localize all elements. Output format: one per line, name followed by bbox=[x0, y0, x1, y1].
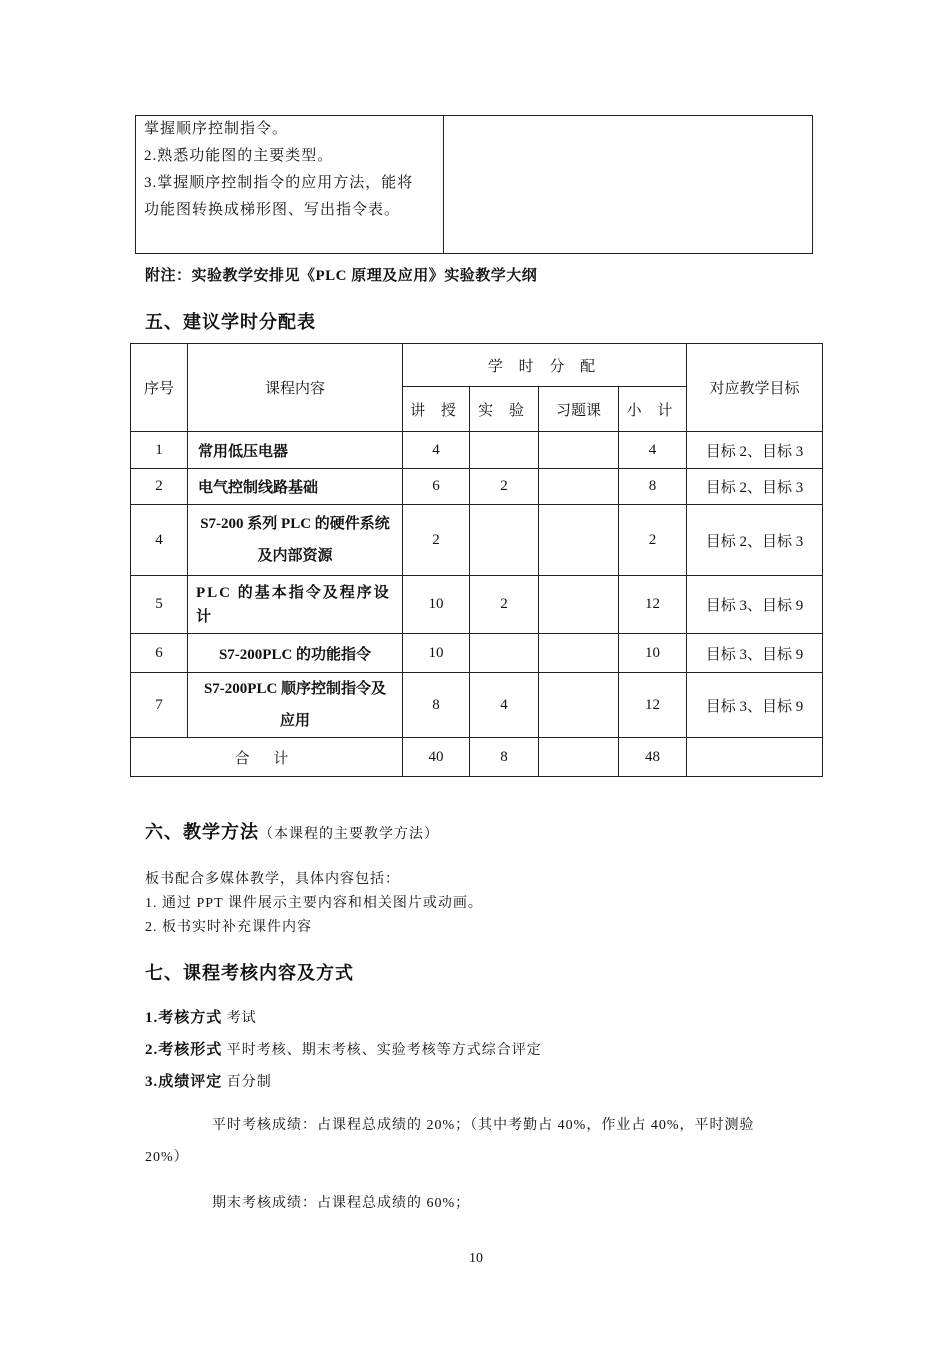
cell-seq: 5 bbox=[131, 576, 188, 634]
exam-form-key: 2.考核形式 bbox=[145, 1042, 223, 1058]
header-hours: 学 时 分 配 bbox=[403, 344, 687, 387]
cell-subtotal: 12 bbox=[619, 576, 687, 634]
header-goal: 对应教学目标 bbox=[687, 344, 823, 432]
section6-item-1: 1. 通过 PPT 课件展示主要内容和相关图片或动画。 bbox=[145, 896, 483, 911]
cell-seq: 2 bbox=[131, 469, 188, 505]
cell-exercise bbox=[539, 673, 619, 738]
cell-lecture: 8 bbox=[403, 673, 470, 738]
header-lecture: 讲 授 bbox=[403, 387, 470, 432]
cell-exercise bbox=[539, 432, 619, 469]
table-row bbox=[131, 432, 823, 469]
cell-lecture: 10 bbox=[403, 634, 470, 673]
total-goal bbox=[687, 738, 823, 777]
exam-form-value: 平时考核、期末考核、实验考核等方式综合评定 bbox=[226, 1043, 542, 1058]
section6-subtitle: （本课程的主要教学方法） bbox=[259, 827, 439, 842]
cell-exercise bbox=[539, 634, 619, 673]
header-lab: 实 验 bbox=[470, 387, 539, 432]
exam-method-value: 考试 bbox=[226, 1011, 257, 1026]
header-content: 课程内容 bbox=[188, 344, 403, 432]
header-seq: 序号 bbox=[131, 344, 188, 432]
usual-score-line2: 20%） bbox=[145, 1150, 189, 1165]
total-subtotal: 48 bbox=[619, 738, 687, 777]
cell-goal: 目标 3、目标 9 bbox=[687, 576, 823, 634]
grading bbox=[145, 1070, 272, 1091]
grading-value: 百分制 bbox=[226, 1075, 272, 1090]
cell-content: S7-200 系列 PLC 的硬件系统及内部资源 bbox=[188, 505, 403, 576]
cell-goal: 目标 3、目标 9 bbox=[687, 634, 823, 673]
cell-goal: 目标 2、目标 3 bbox=[687, 432, 823, 469]
final-score: 期末考核成绩：占课程总成绩的 60%； bbox=[212, 1196, 471, 1211]
cell-subtotal: 4 bbox=[619, 432, 687, 469]
cell-lecture: 6 bbox=[403, 469, 470, 505]
total-row bbox=[131, 738, 823, 777]
objectives-cell bbox=[136, 116, 444, 254]
cell-lab bbox=[470, 634, 539, 673]
exam-form bbox=[145, 1038, 542, 1059]
empty-cell bbox=[444, 116, 813, 254]
cell-goal: 目标 3、目标 9 bbox=[687, 673, 823, 738]
exam-method bbox=[145, 1006, 257, 1027]
cell-lecture: 2 bbox=[403, 505, 470, 576]
cell-lab: 2 bbox=[470, 576, 539, 634]
cell-lab bbox=[470, 505, 539, 576]
objective-line: 功能图转换成梯形图、写出指令表。 bbox=[144, 202, 401, 218]
table-row bbox=[131, 505, 823, 576]
page-number: 10 bbox=[469, 1251, 483, 1266]
cell-goal: 目标 2、目标 3 bbox=[687, 469, 823, 505]
cell-content: 电气控制线路基础 bbox=[188, 469, 403, 505]
cell-lab: 4 bbox=[470, 673, 539, 738]
total-lecture: 40 bbox=[403, 738, 470, 777]
cell-goal: 目标 2、目标 3 bbox=[687, 505, 823, 576]
cell-subtotal: 12 bbox=[619, 673, 687, 738]
cell-lab bbox=[470, 432, 539, 469]
cell-subtotal: 2 bbox=[619, 505, 687, 576]
cell-seq: 4 bbox=[131, 505, 188, 576]
objective-line: 3.掌握顺序控制指令的应用方法，能将 bbox=[144, 175, 414, 191]
table-row bbox=[131, 576, 823, 634]
table-row bbox=[131, 469, 823, 505]
lab-note: 附注：实验教学安排见《PLC 原理及应用》实验教学大纲 bbox=[145, 268, 538, 284]
total-label: 合 计 bbox=[131, 738, 403, 777]
header-exercise: 习题课 bbox=[539, 387, 619, 432]
cell-content: 常用低压电器 bbox=[188, 432, 403, 469]
cell-content: PLC 的基本指令及程序设计 bbox=[188, 576, 403, 634]
cell-content: S7-200PLC 的功能指令 bbox=[188, 634, 403, 673]
cell-seq: 7 bbox=[131, 673, 188, 738]
cell-seq: 1 bbox=[131, 432, 188, 469]
exam-method-key: 1.考核方式 bbox=[145, 1010, 223, 1026]
cell-lab: 2 bbox=[470, 469, 539, 505]
cell-exercise bbox=[539, 576, 619, 634]
total-lab: 8 bbox=[470, 738, 539, 777]
objectives-table bbox=[135, 115, 813, 254]
section6-heading bbox=[145, 818, 439, 844]
table-row bbox=[131, 673, 823, 738]
table-row bbox=[131, 634, 823, 673]
objective-line: 2.熟悉功能图的主要类型。 bbox=[144, 148, 334, 164]
hours-allocation-table bbox=[130, 343, 823, 777]
header-subtotal: 小 计 bbox=[619, 387, 687, 432]
cell-subtotal: 8 bbox=[619, 469, 687, 505]
section6-item-2: 2. 板书实时补充课件内容 bbox=[145, 920, 312, 935]
cell-exercise bbox=[539, 469, 619, 505]
usual-score-line1: 平时考核成绩：占课程总成绩的 20%；（其中考勤占 40%，作业占 40%，平时测验 bbox=[212, 1118, 755, 1133]
cell-exercise bbox=[539, 505, 619, 576]
cell-seq: 6 bbox=[131, 634, 188, 673]
cell-lecture: 4 bbox=[403, 432, 470, 469]
section6-intro: 板书配合多媒体教学，具体内容包括： bbox=[145, 872, 400, 887]
cell-lecture: 10 bbox=[403, 576, 470, 634]
cell-subtotal: 10 bbox=[619, 634, 687, 673]
objective-line: 掌握顺序控制指令。 bbox=[144, 121, 289, 137]
cell-content: S7-200PLC 顺序控制指令及应用 bbox=[188, 673, 403, 738]
total-exercise bbox=[539, 738, 619, 777]
section5-heading: 五、建议学时分配表 bbox=[145, 312, 316, 332]
grading-key: 3.成绩评定 bbox=[145, 1074, 223, 1090]
section7-heading: 七、课程考核内容及方式 bbox=[145, 963, 354, 983]
section6-title: 六、教学方法 bbox=[145, 822, 259, 842]
